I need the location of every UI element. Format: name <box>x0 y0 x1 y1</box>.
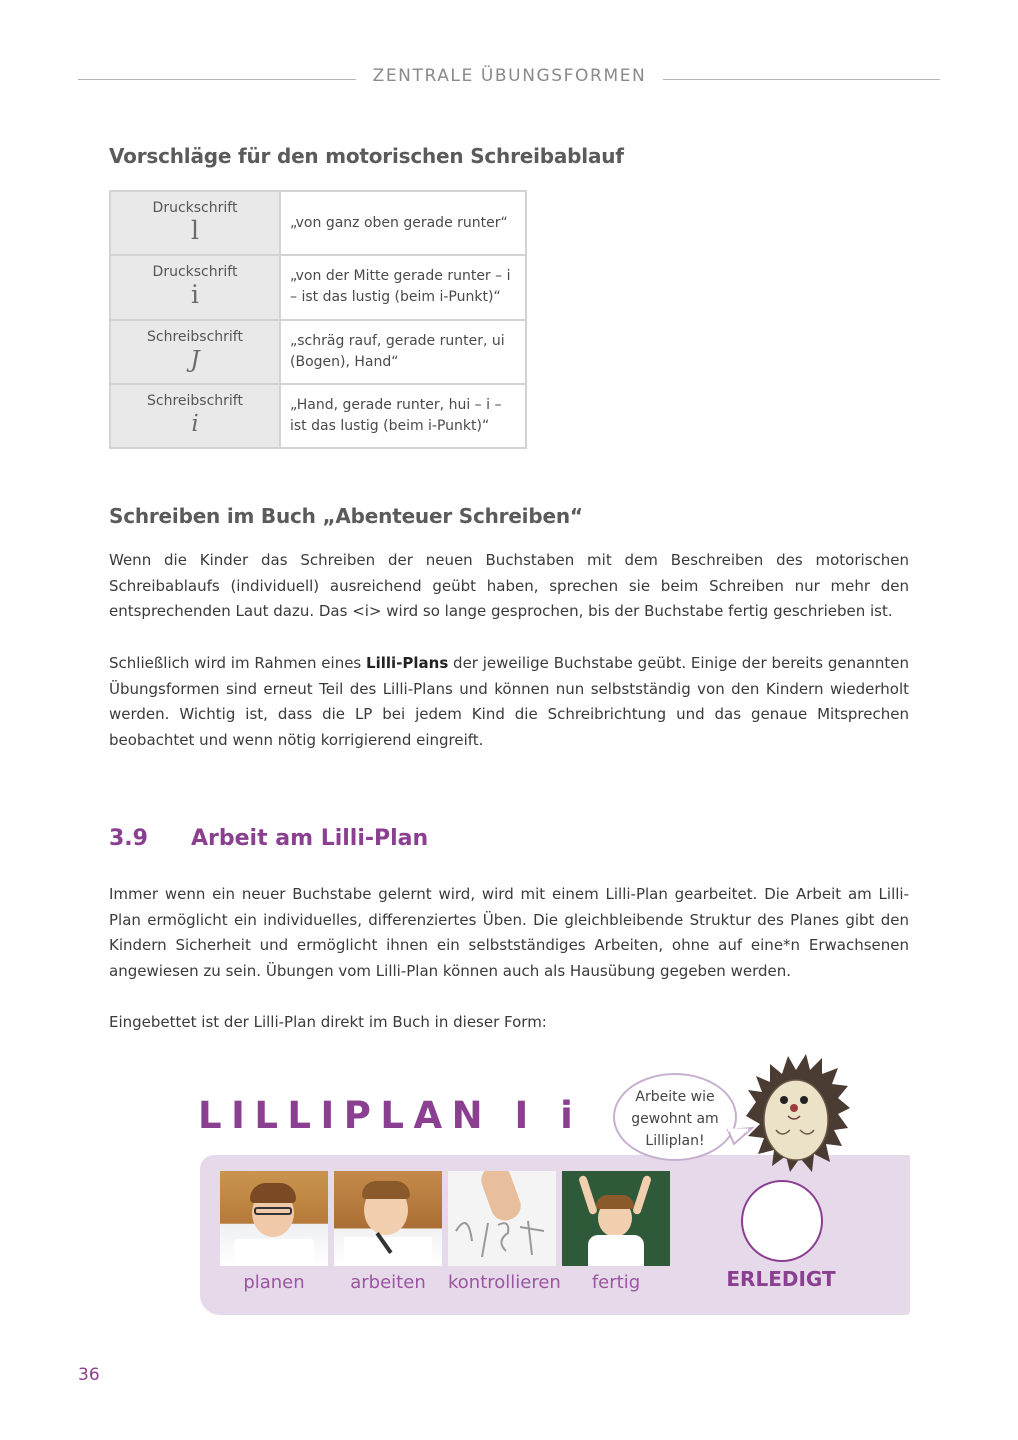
para-text: der jeweilige Buchstabe geübt. Einige der bereits genannten Übungsformen sind erneut Teil des Lilli-Plans und können nun selbstständig von den Kindern wiederholt werden. Wichtig ist, dass die LP bei jedem Kind die Schreibrichtung und das genaue Mitsprechen beobachtet und wenn nötig korrigierend eingreift. <box>109 654 909 750</box>
stroke-kind-label: Schreibschrift <box>147 328 243 345</box>
section-heading: Arbeit am Lilli-Plan <box>191 826 429 851</box>
book-paragraph-2 <box>109 651 909 754</box>
raised-arm-icon <box>632 1175 652 1216</box>
stroke-description: „schräg rauf, gerade runter, ui (Bogen), Hand“ <box>280 320 526 384</box>
erledigt-checkbox[interactable] <box>741 1180 823 1262</box>
letter-glyph: i <box>191 410 199 437</box>
lilliplan-graphic <box>196 1050 910 1320</box>
header-rule-right <box>663 79 940 80</box>
photo-kontrollieren <box>448 1171 556 1266</box>
stroke-description: „Hand, gerade runter, hui – i – ist das lustig (beim i-Punkt)“ <box>280 384 526 448</box>
table-row <box>110 255 526 319</box>
glasses-icon <box>254 1207 292 1215</box>
stroke-table <box>109 190 527 449</box>
running-header <box>78 64 940 90</box>
step-label: planen <box>243 1272 305 1293</box>
open-book-icon <box>234 1239 314 1266</box>
lilli-paragraph-2: Eingebettet ist der Lilli-Plan direkt im Buch in dieser Form: <box>109 1013 547 1031</box>
hedgehog-icon <box>746 1050 852 1176</box>
page-number: 36 <box>78 1365 100 1385</box>
stroke-kind-cell <box>110 191 280 255</box>
stroke-description: „von der Mitte gerade runter – i – ist das lustig (beim i-Punkt)“ <box>280 255 526 319</box>
photo-planen <box>220 1171 328 1266</box>
step-fertig <box>562 1171 670 1293</box>
photo-fertig <box>562 1171 670 1266</box>
speech-bubble: Arbeite wie gewohnt am Lilliplan! <box>613 1073 737 1161</box>
running-title: ZENTRALE ÜBUNGSFORMEN <box>372 66 647 86</box>
raised-arm-icon <box>578 1175 598 1216</box>
handwriting-icon <box>448 1171 556 1266</box>
letter-glyph: l <box>191 216 199 245</box>
step-label: arbeiten <box>350 1272 426 1293</box>
section-number: 3.9 <box>109 826 148 851</box>
letter-glyph: i <box>191 280 199 310</box>
child-hair-icon <box>250 1183 296 1203</box>
stroke-description: „von ganz oben gerade runter“ <box>280 191 526 255</box>
step-label: kontrollieren <box>448 1272 561 1293</box>
stroke-kind-cell <box>110 320 280 384</box>
photo-arbeiten <box>334 1171 442 1266</box>
stroke-kind-label: Schreibschrift <box>147 392 243 409</box>
table-row <box>110 384 526 448</box>
stroke-kind-cell <box>110 384 280 448</box>
step-arbeiten <box>334 1171 442 1293</box>
section-title <box>109 826 428 851</box>
table-row <box>110 191 526 255</box>
motor-heading: Vorschläge für den motorischen Schreibablauf <box>109 144 624 168</box>
lilli-plans-term: Lilli-Plans <box>366 654 449 672</box>
lilliplan-title: LILLIPLAN I i <box>198 1094 583 1137</box>
letter-glyph: J <box>190 346 200 373</box>
step-planen <box>220 1171 328 1293</box>
child-hair-icon <box>362 1181 410 1199</box>
stroke-kind-label: Druckschrift <box>152 264 238 281</box>
book-paragraph-1: Wenn die Kinder das Schreiben der neuen Buchstaben mit dem Beschreiben des motorischen Schreibablaufs (individuell) ausreichend geübt haben, sprechen sie beim Schreiben nur mehr den entsprechenden Laut dazu. Das <i> wird so lange gesprochen, bis der Buchstabe fertig geschrieben ist. <box>109 551 909 621</box>
erledigt-label: ERLEDIGT <box>726 1267 836 1291</box>
table-row <box>110 320 526 384</box>
step-kontrollieren <box>448 1171 561 1293</box>
child-hair-icon <box>596 1195 634 1209</box>
stroke-kind-cell <box>110 255 280 319</box>
lilli-paragraph-1: Immer wenn ein neuer Buchstabe gelernt wird, wird mit einem Lilli-Plan gearbeitet. Die Arbeit am Lilli-Plan ermöglicht ein individuelles, differenziertes Üben. Die gleichbleibende Struktur des Planes gibt den Kindern Sicherheit und ermöglicht ihnen ein selbstständiges Arbeiten, ohne auf eine*n Erwachsenen angewiesen zu sein. Übungen vom Lilli-Plan können auch als Hausübung gegeben werden. <box>109 885 909 981</box>
step-label: fertig <box>591 1272 641 1293</box>
book-heading: Schreiben im Buch „Abenteuer Schreiben“ <box>109 504 583 528</box>
stroke-kind-label: Druckschrift <box>152 200 238 216</box>
child-shirt-icon <box>588 1235 644 1266</box>
header-rule-left <box>78 79 356 80</box>
para-text: Schließlich wird im Rahmen eines <box>109 654 367 672</box>
